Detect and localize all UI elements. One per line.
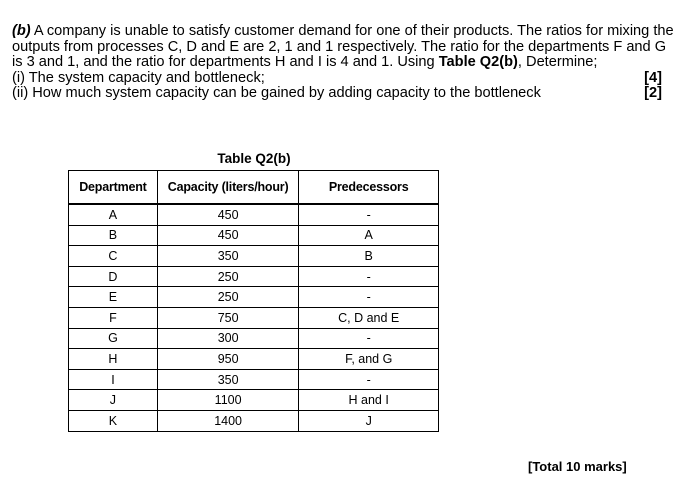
question-text <box>12 24 680 102</box>
cell-capacity: 450 <box>157 204 299 225</box>
cell-capacity: 350 <box>157 246 299 267</box>
cell-predecessors: B <box>299 246 439 267</box>
cell-capacity: 300 <box>157 328 299 349</box>
cell-department: F <box>69 307 158 328</box>
cell-predecessors: - <box>299 204 439 225</box>
cell-capacity: 250 <box>157 266 299 287</box>
table-row <box>69 328 439 349</box>
question-intro: A company is unable to satisfy customer demand for one of their products. The ratios for mixing the outputs from processes C, D and E are 2, 1 and 1 respectively. The ratio for the departments F and G is 3 and 1, and the ratio for departments H and I is 4 and 1. Using <box>12 23 674 71</box>
table-row <box>69 287 439 308</box>
question-prefix: (b) <box>12 23 31 39</box>
footer-total-marks: [Total 10 marks] <box>528 459 627 474</box>
sub-question-i <box>12 71 680 87</box>
header-department: Department <box>69 171 158 205</box>
table-row <box>69 266 439 287</box>
cell-predecessors: C, D and E <box>299 307 439 328</box>
cell-department: A <box>69 204 158 225</box>
cell-capacity: 450 <box>157 225 299 246</box>
cell-department: B <box>69 225 158 246</box>
sub-question-text: (ii) How much system capacity can be gained by adding capacity to the bottleneck <box>12 85 541 102</box>
table-row <box>69 349 439 370</box>
cell-department: J <box>69 390 158 411</box>
cell-department: E <box>69 287 158 308</box>
sub-question-ii <box>12 86 680 102</box>
table-row <box>69 307 439 328</box>
table-title: Table Q2(b) <box>217 151 291 166</box>
cell-department: C <box>69 246 158 267</box>
table-row <box>69 410 439 431</box>
table-row <box>69 369 439 390</box>
cell-department: G <box>69 328 158 349</box>
table-row <box>69 204 439 225</box>
question-paragraph <box>12 24 680 71</box>
table-row <box>69 390 439 411</box>
marks-label: [2] <box>644 85 662 102</box>
capacity-table <box>68 170 439 432</box>
cell-department: K <box>69 410 158 431</box>
cell-capacity: 250 <box>157 287 299 308</box>
table-header-row <box>69 171 439 205</box>
cell-predecessors: - <box>299 287 439 308</box>
cell-predecessors: J <box>299 410 439 431</box>
cell-predecessors: A <box>299 225 439 246</box>
cell-capacity: 750 <box>157 307 299 328</box>
cell-capacity: 1100 <box>157 390 299 411</box>
sub-question-text: (i) The system capacity and bottleneck; <box>12 69 265 86</box>
cell-department: H <box>69 349 158 370</box>
cell-predecessors: - <box>299 369 439 390</box>
table-row <box>69 246 439 267</box>
cell-predecessors: - <box>299 328 439 349</box>
cell-capacity: 950 <box>157 349 299 370</box>
cell-capacity: 350 <box>157 369 299 390</box>
cell-department: D <box>69 266 158 287</box>
table-body <box>69 204 439 431</box>
cell-capacity: 1400 <box>157 410 299 431</box>
header-predecessors: Predecessors <box>299 171 439 205</box>
table-reference: Table Q2(b) <box>438 54 518 71</box>
question-determine: , Determine; <box>517 54 598 71</box>
cell-predecessors: H and I <box>299 390 439 411</box>
cell-predecessors: - <box>299 266 439 287</box>
header-capacity: Capacity (liters/hour) <box>157 171 299 205</box>
cell-predecessors: F, and G <box>299 349 439 370</box>
marks-label: [4] <box>644 69 662 86</box>
cell-department: I <box>69 369 158 390</box>
table-row <box>69 225 439 246</box>
